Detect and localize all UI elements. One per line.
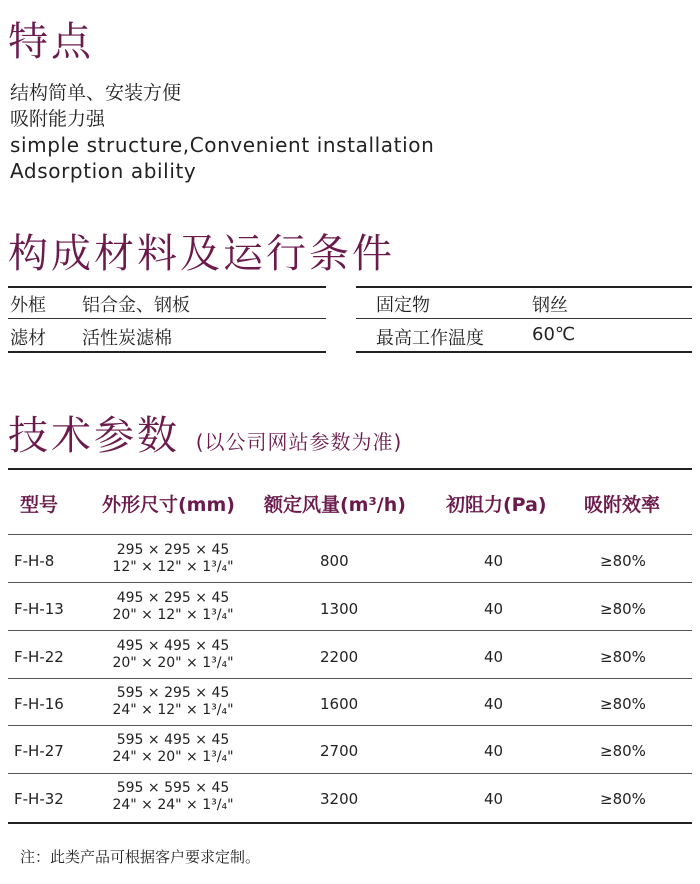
material-value-filter: 活性炭滤棉 <box>82 328 172 349</box>
dim-inch: 24" × 12" × 1³/₄" <box>112 702 234 718</box>
features-title: 特点 <box>8 19 94 65</box>
materials-title: 构成材料及运行条件 <box>8 231 395 277</box>
table-row-model: F-H-32 <box>14 790 64 808</box>
table-row-dimensions <box>88 542 258 576</box>
table-row-dimensions <box>88 685 258 719</box>
footnote: 注：此类产品可根据客户要求定制。 <box>20 848 261 866</box>
material-value-frame: 铝合金、钢板 <box>82 295 190 316</box>
header-resistance: 初阻力(Pa) <box>446 494 547 516</box>
materials-left-top-rule <box>8 286 326 288</box>
table-row-efficiency: ≥80% <box>600 648 646 666</box>
specs-subtitle: (以公司网站参数为准) <box>195 430 403 454</box>
table-row-dimensions <box>88 590 258 624</box>
specs-title <box>8 404 402 461</box>
materials-right-bottom-rule <box>356 351 692 353</box>
table-row-model: F-H-13 <box>14 600 64 618</box>
materials-right-mid-rule <box>356 318 692 319</box>
header-bottom-rule <box>8 534 692 535</box>
dim-inch: 12" × 12" × 1³/₄" <box>112 559 234 575</box>
table-row-efficiency: ≥80% <box>600 600 646 618</box>
table-row-airflow: 1600 <box>320 695 359 713</box>
table-row-airflow: 3200 <box>320 790 359 808</box>
row-divider <box>8 630 692 631</box>
table-row-resistance: 40 <box>484 742 504 760</box>
dim-inch: 20" × 20" × 1³/₄" <box>112 655 234 671</box>
table-row-dimensions <box>88 638 258 672</box>
specs-table-top-rule <box>8 468 692 470</box>
row-divider <box>8 582 692 583</box>
row-divider <box>8 678 692 679</box>
material-label-filter: 滤材 <box>10 328 46 349</box>
row-divider <box>8 773 692 774</box>
table-row-resistance: 40 <box>484 695 504 713</box>
material-value-fixing: 钢丝 <box>532 295 568 316</box>
feature-line-en-1: simple structure,Convenient installation <box>10 133 435 157</box>
table-row-efficiency: ≥80% <box>600 790 646 808</box>
materials-left-mid-rule <box>8 318 326 319</box>
dim-mm: 495 × 295 × 45 <box>116 590 230 606</box>
table-row-resistance: 40 <box>484 790 504 808</box>
table-row-model: F-H-16 <box>14 695 64 713</box>
dim-mm: 495 × 495 × 45 <box>116 638 230 654</box>
table-row-resistance: 40 <box>484 552 504 570</box>
header-airflow: 额定风量(m³/h) <box>264 494 406 516</box>
table-row-airflow: 2200 <box>320 648 359 666</box>
dim-inch: 24" × 20" × 1³/₄" <box>112 749 234 765</box>
feature-line-cn-1: 结构简单、安装方便 <box>10 82 182 104</box>
table-row-model: F-H-8 <box>14 552 55 570</box>
table-row-resistance: 40 <box>484 600 504 618</box>
table-row-resistance: 40 <box>484 648 504 666</box>
material-label-max-temp: 最高工作温度 <box>376 328 484 349</box>
specs-table-bottom-rule <box>8 822 692 824</box>
header-model: 型号 <box>20 494 59 516</box>
feature-line-en-2: Adsorption ability <box>10 159 197 183</box>
table-row-airflow: 2700 <box>320 742 359 760</box>
feature-line-cn-2: 吸附能力强 <box>10 108 106 130</box>
table-row-efficiency: ≥80% <box>600 695 646 713</box>
table-row-model: F-H-27 <box>14 742 64 760</box>
header-dimensions: 外形尺寸(mm) <box>102 494 235 516</box>
table-row-efficiency: ≥80% <box>600 742 646 760</box>
material-label-frame: 外框 <box>10 295 46 316</box>
materials-right-top-rule <box>356 286 692 288</box>
dim-mm: 595 × 295 × 45 <box>116 685 230 701</box>
table-row-airflow: 1300 <box>320 600 359 618</box>
table-row-model: F-H-22 <box>14 648 64 666</box>
dim-mm: 595 × 595 × 45 <box>116 780 230 796</box>
table-row-dimensions <box>88 780 258 814</box>
dim-inch: 20" × 12" × 1³/₄" <box>112 607 234 623</box>
table-row-efficiency: ≥80% <box>600 552 646 570</box>
material-label-fixing: 固定物 <box>376 295 430 316</box>
table-row-airflow: 800 <box>320 552 349 570</box>
dim-mm: 295 × 295 × 45 <box>116 542 230 558</box>
row-divider <box>8 725 692 726</box>
material-value-max-temp: 60℃ <box>532 324 576 345</box>
dim-inch: 24" × 24" × 1³/₄" <box>112 797 234 813</box>
dim-mm: 595 × 495 × 45 <box>116 732 230 748</box>
materials-left-bottom-rule <box>8 351 326 353</box>
header-efficiency: 吸附效率 <box>584 494 661 516</box>
specs-title-text: 技术参数 <box>8 413 180 459</box>
table-row-dimensions <box>88 732 258 766</box>
